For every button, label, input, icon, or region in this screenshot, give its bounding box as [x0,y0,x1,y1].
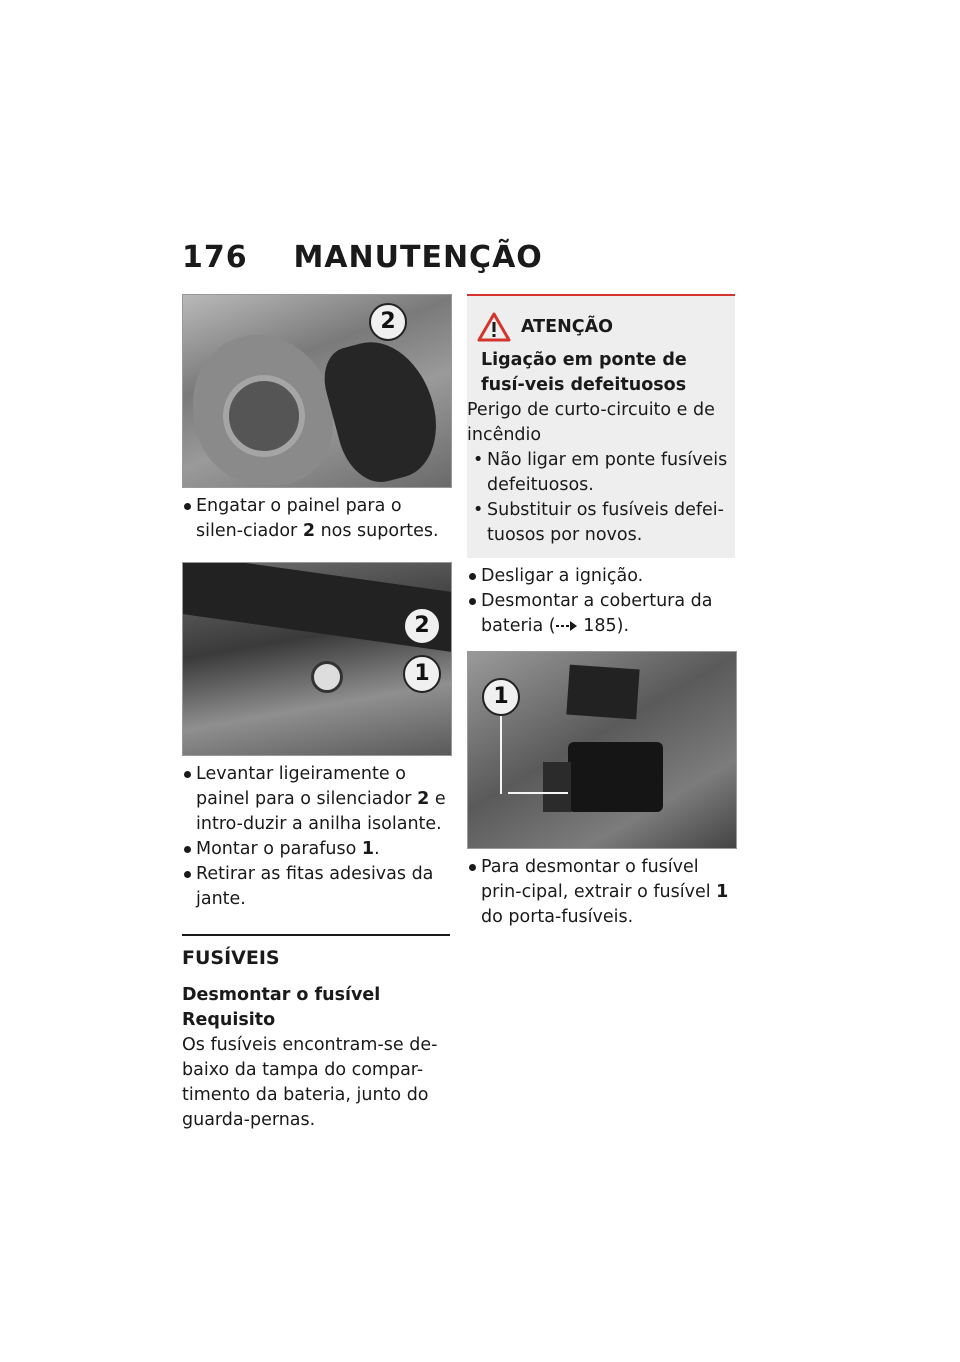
photo-fuse-holder [467,651,737,849]
callout-1: 1 [482,678,520,716]
step-engage-panel: Engatar o painel para o silen-ciador 2 nos suportes. [182,494,450,544]
photo-silencer-panel [182,294,452,488]
subtitle: Desmontar o fusível [182,985,381,1005]
steps-list-3 [467,564,735,639]
section-divider [182,934,450,936]
page-reference-arrow-icon [556,620,578,632]
section-heading: MANUTENÇÃO [293,240,543,275]
warning-header [467,312,735,342]
right-column [467,294,735,930]
warning-item: • Substituir os fusíveis defei-tuosos por novos. [467,498,735,548]
warning-box [467,294,735,558]
callout-2: 2 [369,303,407,341]
step-lift-panel: Levantar ligeiramente o painel para o silenciador 2 e intro-duzir a anilha isolante. [182,762,450,837]
callout-2: 2 [403,607,441,645]
callout-1: 1 [403,655,441,693]
warning-list [467,448,735,548]
photo-silencer-screw [182,562,452,756]
steps-list-1 [182,494,450,544]
page-number: 176 [182,240,248,275]
warning-text: Perigo de curto-circuito e de incêndio [467,400,715,445]
step-mount-screw: Montar o parafuso 1. [182,837,450,862]
section-title: FUSÍVEIS [182,947,280,969]
step-remove-battery-cover: Desmontar a cobertura da bateria ( 185). [467,589,735,639]
step-ignition-off: Desligar a ignição. [467,564,735,589]
page-header [182,240,543,275]
warning-subtitle: Ligação em ponte de fusí-veis defeituosos [481,350,687,395]
page-reference: 185 [583,616,617,636]
left-column [182,294,450,1133]
warning-title: ATENÇÃO [521,316,613,337]
warning-item: • Não ligar em ponte fusíveis defeituosos. [467,448,735,498]
steps-list-2 [182,762,450,912]
step-extract-main-fuse: Para desmontar o fusível prin-cipal, extrair o fusível 1 do porta-fusíveis. [467,855,735,930]
step-remove-tapes: Retirar as fitas adesivas da jante. [182,862,450,912]
requisite-label: Requisito [182,1010,276,1030]
warning-triangle-icon [477,312,511,342]
requisite-text: Os fusíveis encontram-se de-baixo da tampa do compar-timento da bateria, junto do guarda-pernas. [182,1035,438,1130]
steps-list-4 [467,855,735,930]
